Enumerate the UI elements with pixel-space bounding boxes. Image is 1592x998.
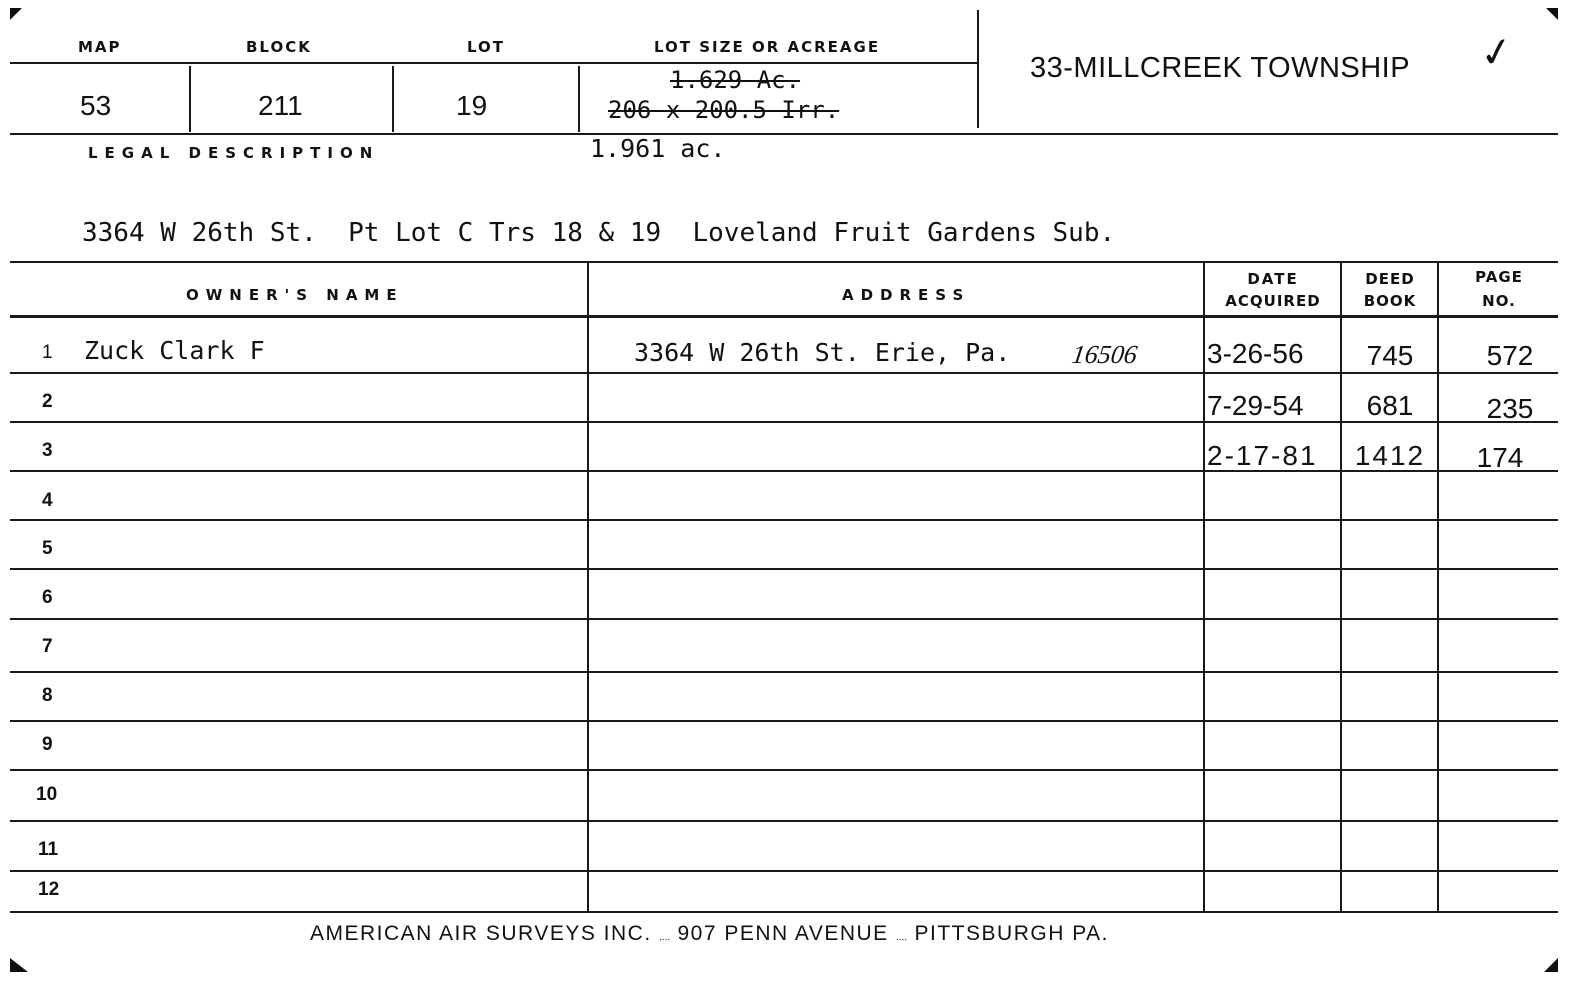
col-header-deed-line2: BOOK bbox=[1363, 292, 1417, 310]
header-divider-map bbox=[189, 66, 191, 132]
table-top-rule bbox=[10, 261, 1558, 263]
block-value: 211 bbox=[258, 90, 303, 121]
deed-book: 681 bbox=[1366, 390, 1414, 421]
col-divider-address bbox=[587, 263, 589, 913]
lot-label: LOT bbox=[467, 38, 506, 56]
corner-mark-bottom-right bbox=[1544, 958, 1558, 972]
header-divider-lot bbox=[578, 66, 580, 132]
row-number: 9 bbox=[42, 734, 53, 755]
row-number: 5 bbox=[42, 538, 53, 559]
footer-separator: .... bbox=[896, 932, 908, 943]
deed-book: 1412 bbox=[1354, 440, 1426, 471]
col-header-page-line1: PAGE bbox=[1475, 268, 1523, 286]
row-rule bbox=[10, 820, 1558, 822]
col-divider-date bbox=[1203, 263, 1205, 913]
row-rule bbox=[10, 372, 1558, 374]
lot-value: 19 bbox=[456, 90, 488, 121]
row-number: 1 bbox=[42, 342, 53, 363]
row-rule bbox=[10, 870, 1558, 872]
check-mark: ✓ bbox=[1476, 27, 1518, 79]
block-label: BLOCK bbox=[246, 38, 312, 56]
map-label: MAP bbox=[78, 38, 122, 56]
row-rule bbox=[10, 421, 1558, 423]
township-name: 33-MILLCREEK TOWNSHIP bbox=[1030, 52, 1411, 84]
row-number: 8 bbox=[42, 685, 53, 706]
row-number: 4 bbox=[42, 490, 53, 511]
col-header-date-line1: DATE bbox=[1247, 270, 1299, 288]
row-number: 7 bbox=[42, 636, 53, 657]
legal-description-label: LEGAL DESCRIPTION bbox=[88, 144, 380, 162]
col-header-address: ADDRESS bbox=[842, 286, 971, 304]
map-value: 53 bbox=[80, 90, 112, 121]
footer-address: 907 PENN AVENUE bbox=[677, 922, 889, 945]
page-number: 572 bbox=[1486, 340, 1534, 371]
deed-book: 745 bbox=[1366, 340, 1414, 371]
col-header-date-line2: ACQUIRED bbox=[1225, 292, 1321, 310]
lot-size-struck-dimensions: 206 x 200.5 Irr. bbox=[608, 96, 840, 124]
footer-company: AMERICAN AIR SURVEYS INC. bbox=[310, 922, 652, 945]
header-bottom-rule bbox=[10, 133, 1558, 135]
owner-name: Zuck Clark F bbox=[84, 336, 265, 365]
corner-mark-top-left bbox=[10, 8, 22, 20]
owner-zip: 16506 bbox=[1070, 340, 1140, 369]
lot-size-label: LOT SIZE OR ACREAGE bbox=[654, 38, 881, 56]
corner-mark-top-right bbox=[1546, 8, 1558, 20]
row-number: 11 bbox=[38, 839, 59, 860]
row-rule bbox=[10, 470, 1558, 472]
date-acquired: 2-17-81 bbox=[1207, 440, 1318, 471]
legal-description-text: 3364 W 26th St. Pt Lot C Trs 18 & 19 Loveland Fruit Gardens Sub. bbox=[82, 218, 1116, 248]
row-number: 10 bbox=[36, 784, 58, 805]
row-number: 3 bbox=[42, 440, 53, 461]
table-bottom-rule bbox=[10, 911, 1558, 913]
footer-city: PITTSBURGH PA. bbox=[914, 922, 1109, 945]
row-rule bbox=[10, 519, 1558, 521]
row-rule bbox=[10, 568, 1558, 570]
header-divider-block bbox=[392, 66, 394, 132]
row-number: 12 bbox=[38, 879, 60, 900]
row-rule bbox=[10, 618, 1558, 620]
row-rule bbox=[10, 671, 1558, 673]
col-header-deed-line1: DEED bbox=[1365, 270, 1415, 288]
header-top-rule bbox=[10, 62, 978, 64]
header-divider-township bbox=[977, 10, 979, 128]
footer-separator: .... bbox=[659, 932, 671, 943]
footer-imprint bbox=[310, 922, 1109, 946]
owner-address: 3364 W 26th St. Erie, Pa. bbox=[634, 338, 1011, 367]
row-number: 6 bbox=[42, 587, 53, 608]
date-acquired: 3-26-56 bbox=[1207, 338, 1304, 369]
corner-mark-bottom-left bbox=[10, 958, 28, 972]
table-header-rule bbox=[10, 315, 1558, 318]
date-acquired: 7-29-54 bbox=[1207, 390, 1304, 421]
col-header-page-line2: NO. bbox=[1482, 292, 1516, 310]
lot-size-struck-acreage: 1.629 Ac. bbox=[670, 66, 801, 94]
col-header-owner: OWNER'S NAME bbox=[186, 286, 404, 304]
row-number: 2 bbox=[42, 391, 53, 412]
lot-size-current: 1.961 ac. bbox=[590, 134, 726, 163]
page-number: 235 bbox=[1486, 393, 1534, 424]
page-number: 174 bbox=[1476, 442, 1524, 473]
row-rule bbox=[10, 720, 1558, 722]
row-rule bbox=[10, 769, 1558, 771]
